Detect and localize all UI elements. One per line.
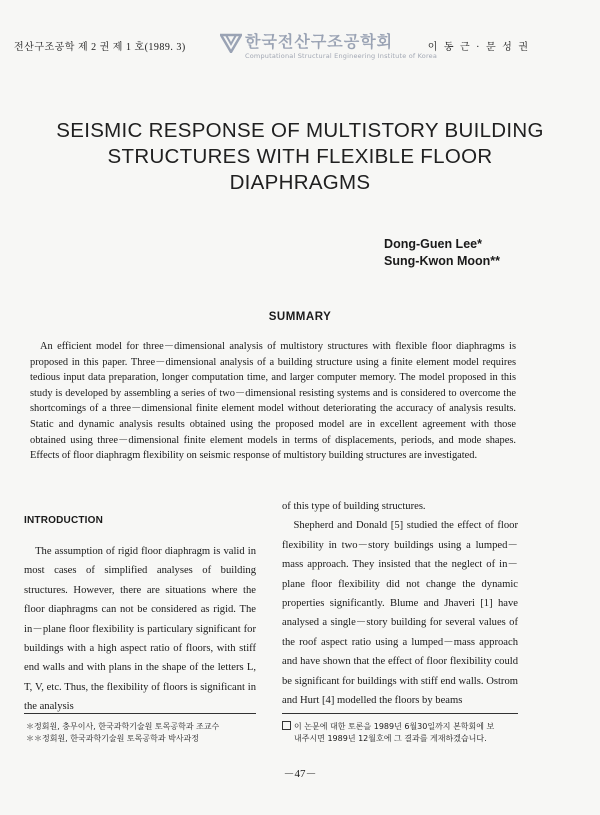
author-affiliation-footnotes bbox=[26, 721, 219, 745]
society-logo-icon bbox=[220, 33, 242, 53]
discussion-notice-footnote bbox=[282, 721, 518, 745]
logo-english-text: Computational Structural Engineering Institute of Korea bbox=[245, 52, 438, 60]
author-name: Sung-Kwon Moon** bbox=[384, 254, 500, 268]
page-number: －47－ bbox=[283, 768, 317, 780]
body-paragraph: of this type of building structures. bbox=[282, 501, 426, 512]
footnote-divider bbox=[282, 713, 518, 714]
title-line: DIAPHRAGMS bbox=[229, 171, 371, 194]
logo-korean-text: 한국전산구조공학회 bbox=[245, 32, 394, 51]
right-column bbox=[282, 497, 518, 710]
title-line: SEISMIC RESPONSE OF MULTISTORY BUILDING bbox=[56, 119, 544, 142]
running-head-authors: 이 동 근 · 문 성 권 bbox=[427, 42, 530, 53]
author-list bbox=[384, 236, 500, 270]
body-paragraph: The assumption of rigid floor diaphragm is valid in most cases of simplified analyses of building structures. However, there are situations where the floor diaphragms can not be considered as rigid. The in－plane floor flexibility is particulary significant for buildings with a high aspect ratio of floors, with stiff end walls and with plans in the shape of the letters L, T, V, etc. Thus, the flexibility of floors is significant in the analysis bbox=[24, 546, 256, 713]
footnote-divider bbox=[24, 713, 256, 714]
author-name: Dong-Guen Lee* bbox=[384, 237, 482, 251]
checkbox-square-icon bbox=[282, 721, 291, 730]
footnote: ＊정회원, 충무이사, 한국과학기술원 토목공학과 조교수 bbox=[26, 722, 220, 731]
body-paragraph: Shepherd and Donald [5] studied the effect of floor flexibility in two－story buildings using a lumped－mass approach. They insisted that the neglect of in－plane floor flexibility did not change the dynamic properties significantly. Blume and Jhaveri [1] have analysed a single－story building for several values of the roof aspect ratio using a lumped－mass approach and have shown that the effect of floor flexibility could be significant for buildings with stiff end walls. Ostrom and Hurt [4] modelled the floors by beams bbox=[282, 520, 518, 707]
summary-paragraph: An efficient model for three－dimensional analysis of multistory structures with flexible floor diaphragms is proposed in this paper. Three－dimensional analysis of a building structure using a finite element model requires tedious input data preparation, longer computation time, and larger computer memory. The model proposed in this study is developed by assembling a series of two－dimensional resisting systems and is considered to overcome the shortcomings of a three－dimensional finite element model without deteriorating the accuracy of analysis results. Static and dynamic analysis results obtained using the proposed model are in excellent agreement with those obtained using three－dimensional finite element models in terms of displacements, periods, and mode shapes. Effects of floor diaphragm flexibility on seismic response of multistory building structures are investigated. bbox=[30, 341, 516, 462]
introduction-heading: INTRODUCTION bbox=[24, 515, 104, 526]
footnote: 내주시면 1989년 12월호에 그 결과를 게재하겠습니다. bbox=[294, 734, 487, 743]
paper-title bbox=[0, 118, 600, 196]
left-column bbox=[24, 542, 256, 717]
summary-body bbox=[30, 339, 516, 464]
summary-heading: SUMMARY bbox=[268, 311, 332, 323]
journal-citation: 전산구조공학 제 2 권 제 1 호(1989. 3) bbox=[14, 42, 186, 53]
footnote: ＊＊정회원, 한국과학기술원 토목공학과 박사과정 bbox=[26, 734, 200, 743]
footnote: 이 논문에 대한 토론을 1989년 6월30일까지 본학회에 보 bbox=[294, 722, 495, 731]
title-line: STRUCTURES WITH FLEXIBLE FLOOR bbox=[107, 145, 493, 168]
society-logo bbox=[220, 33, 437, 60]
